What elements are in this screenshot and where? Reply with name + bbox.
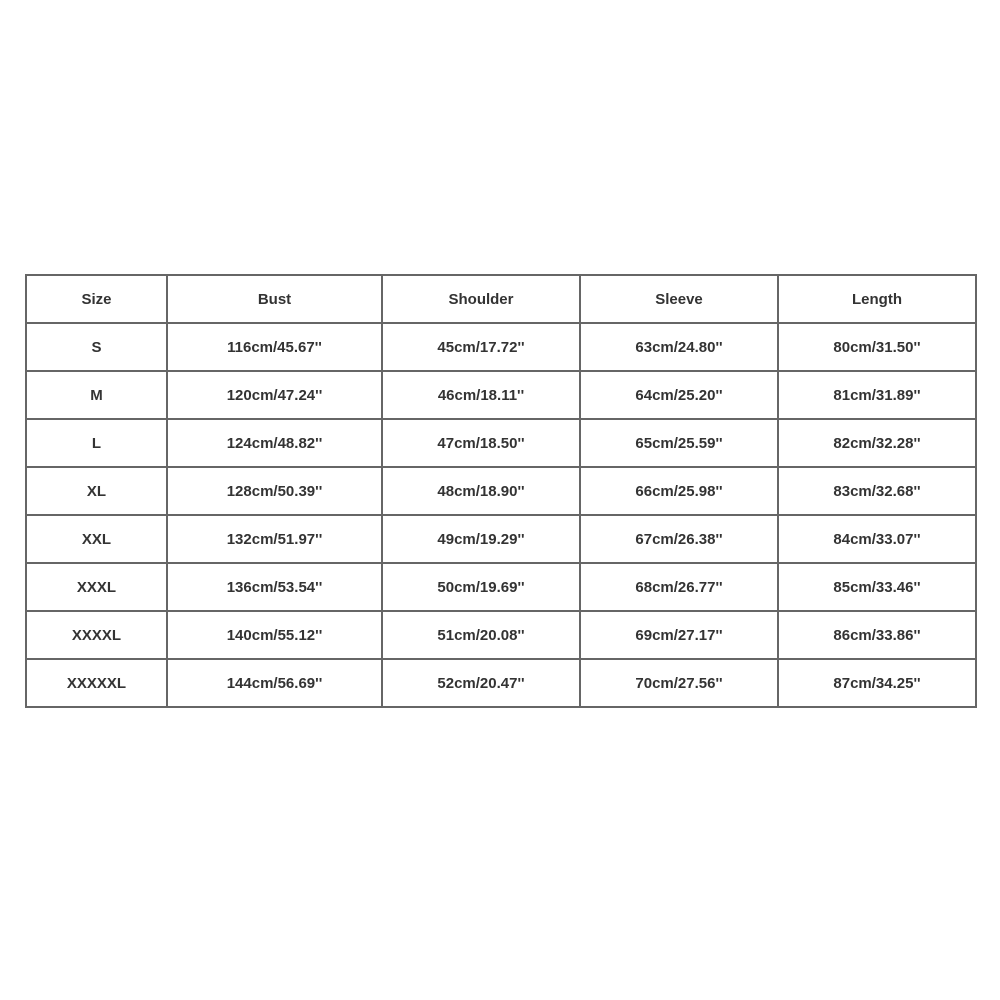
header-shoulder: Shoulder — [382, 275, 580, 323]
table-row — [26, 611, 976, 659]
header-sleeve: Sleeve — [580, 275, 778, 323]
size-cell: XXXL — [26, 563, 167, 611]
sleeve-cell: 68cm/26.77'' — [580, 563, 778, 611]
sleeve-cell: 63cm/24.80'' — [580, 323, 778, 371]
header-size: Size — [26, 275, 167, 323]
sleeve-cell: 65cm/25.59'' — [580, 419, 778, 467]
length-cell: 84cm/33.07'' — [778, 515, 976, 563]
sleeve-cell: 67cm/26.38'' — [580, 515, 778, 563]
size-cell: S — [26, 323, 167, 371]
table-row — [26, 323, 976, 371]
bust-cell: 128cm/50.39'' — [167, 467, 382, 515]
table-row — [26, 659, 976, 707]
shoulder-cell: 50cm/19.69'' — [382, 563, 580, 611]
size-cell: XL — [26, 467, 167, 515]
size-cell: XXL — [26, 515, 167, 563]
bust-cell: 116cm/45.67'' — [167, 323, 382, 371]
sleeve-cell: 66cm/25.98'' — [580, 467, 778, 515]
header-length: Length — [778, 275, 976, 323]
table-row — [26, 563, 976, 611]
shoulder-cell: 46cm/18.11'' — [382, 371, 580, 419]
size-cell: XXXXL — [26, 611, 167, 659]
length-cell: 87cm/34.25'' — [778, 659, 976, 707]
size-cell: XXXXXL — [26, 659, 167, 707]
size-cell: L — [26, 419, 167, 467]
table-row — [26, 419, 976, 467]
sleeve-cell: 69cm/27.17'' — [580, 611, 778, 659]
header-bust: Bust — [167, 275, 382, 323]
length-cell: 81cm/31.89'' — [778, 371, 976, 419]
shoulder-cell: 52cm/20.47'' — [382, 659, 580, 707]
length-cell: 83cm/32.68'' — [778, 467, 976, 515]
shoulder-cell: 45cm/17.72'' — [382, 323, 580, 371]
length-cell: 86cm/33.86'' — [778, 611, 976, 659]
shoulder-cell: 51cm/20.08'' — [382, 611, 580, 659]
bust-cell: 136cm/53.54'' — [167, 563, 382, 611]
header-row — [26, 275, 976, 323]
size-chart-table — [25, 274, 977, 708]
bust-cell: 124cm/48.82'' — [167, 419, 382, 467]
shoulder-cell: 48cm/18.90'' — [382, 467, 580, 515]
length-cell: 80cm/31.50'' — [778, 323, 976, 371]
bust-cell: 120cm/47.24'' — [167, 371, 382, 419]
size-cell: M — [26, 371, 167, 419]
sleeve-cell: 64cm/25.20'' — [580, 371, 778, 419]
length-cell: 82cm/32.28'' — [778, 419, 976, 467]
sleeve-cell: 70cm/27.56'' — [580, 659, 778, 707]
bust-cell: 144cm/56.69'' — [167, 659, 382, 707]
bust-cell: 132cm/51.97'' — [167, 515, 382, 563]
length-cell: 85cm/33.46'' — [778, 563, 976, 611]
shoulder-cell: 47cm/18.50'' — [382, 419, 580, 467]
shoulder-cell: 49cm/19.29'' — [382, 515, 580, 563]
bust-cell: 140cm/55.12'' — [167, 611, 382, 659]
table-row — [26, 371, 976, 419]
table-row — [26, 515, 976, 563]
table-row — [26, 467, 976, 515]
